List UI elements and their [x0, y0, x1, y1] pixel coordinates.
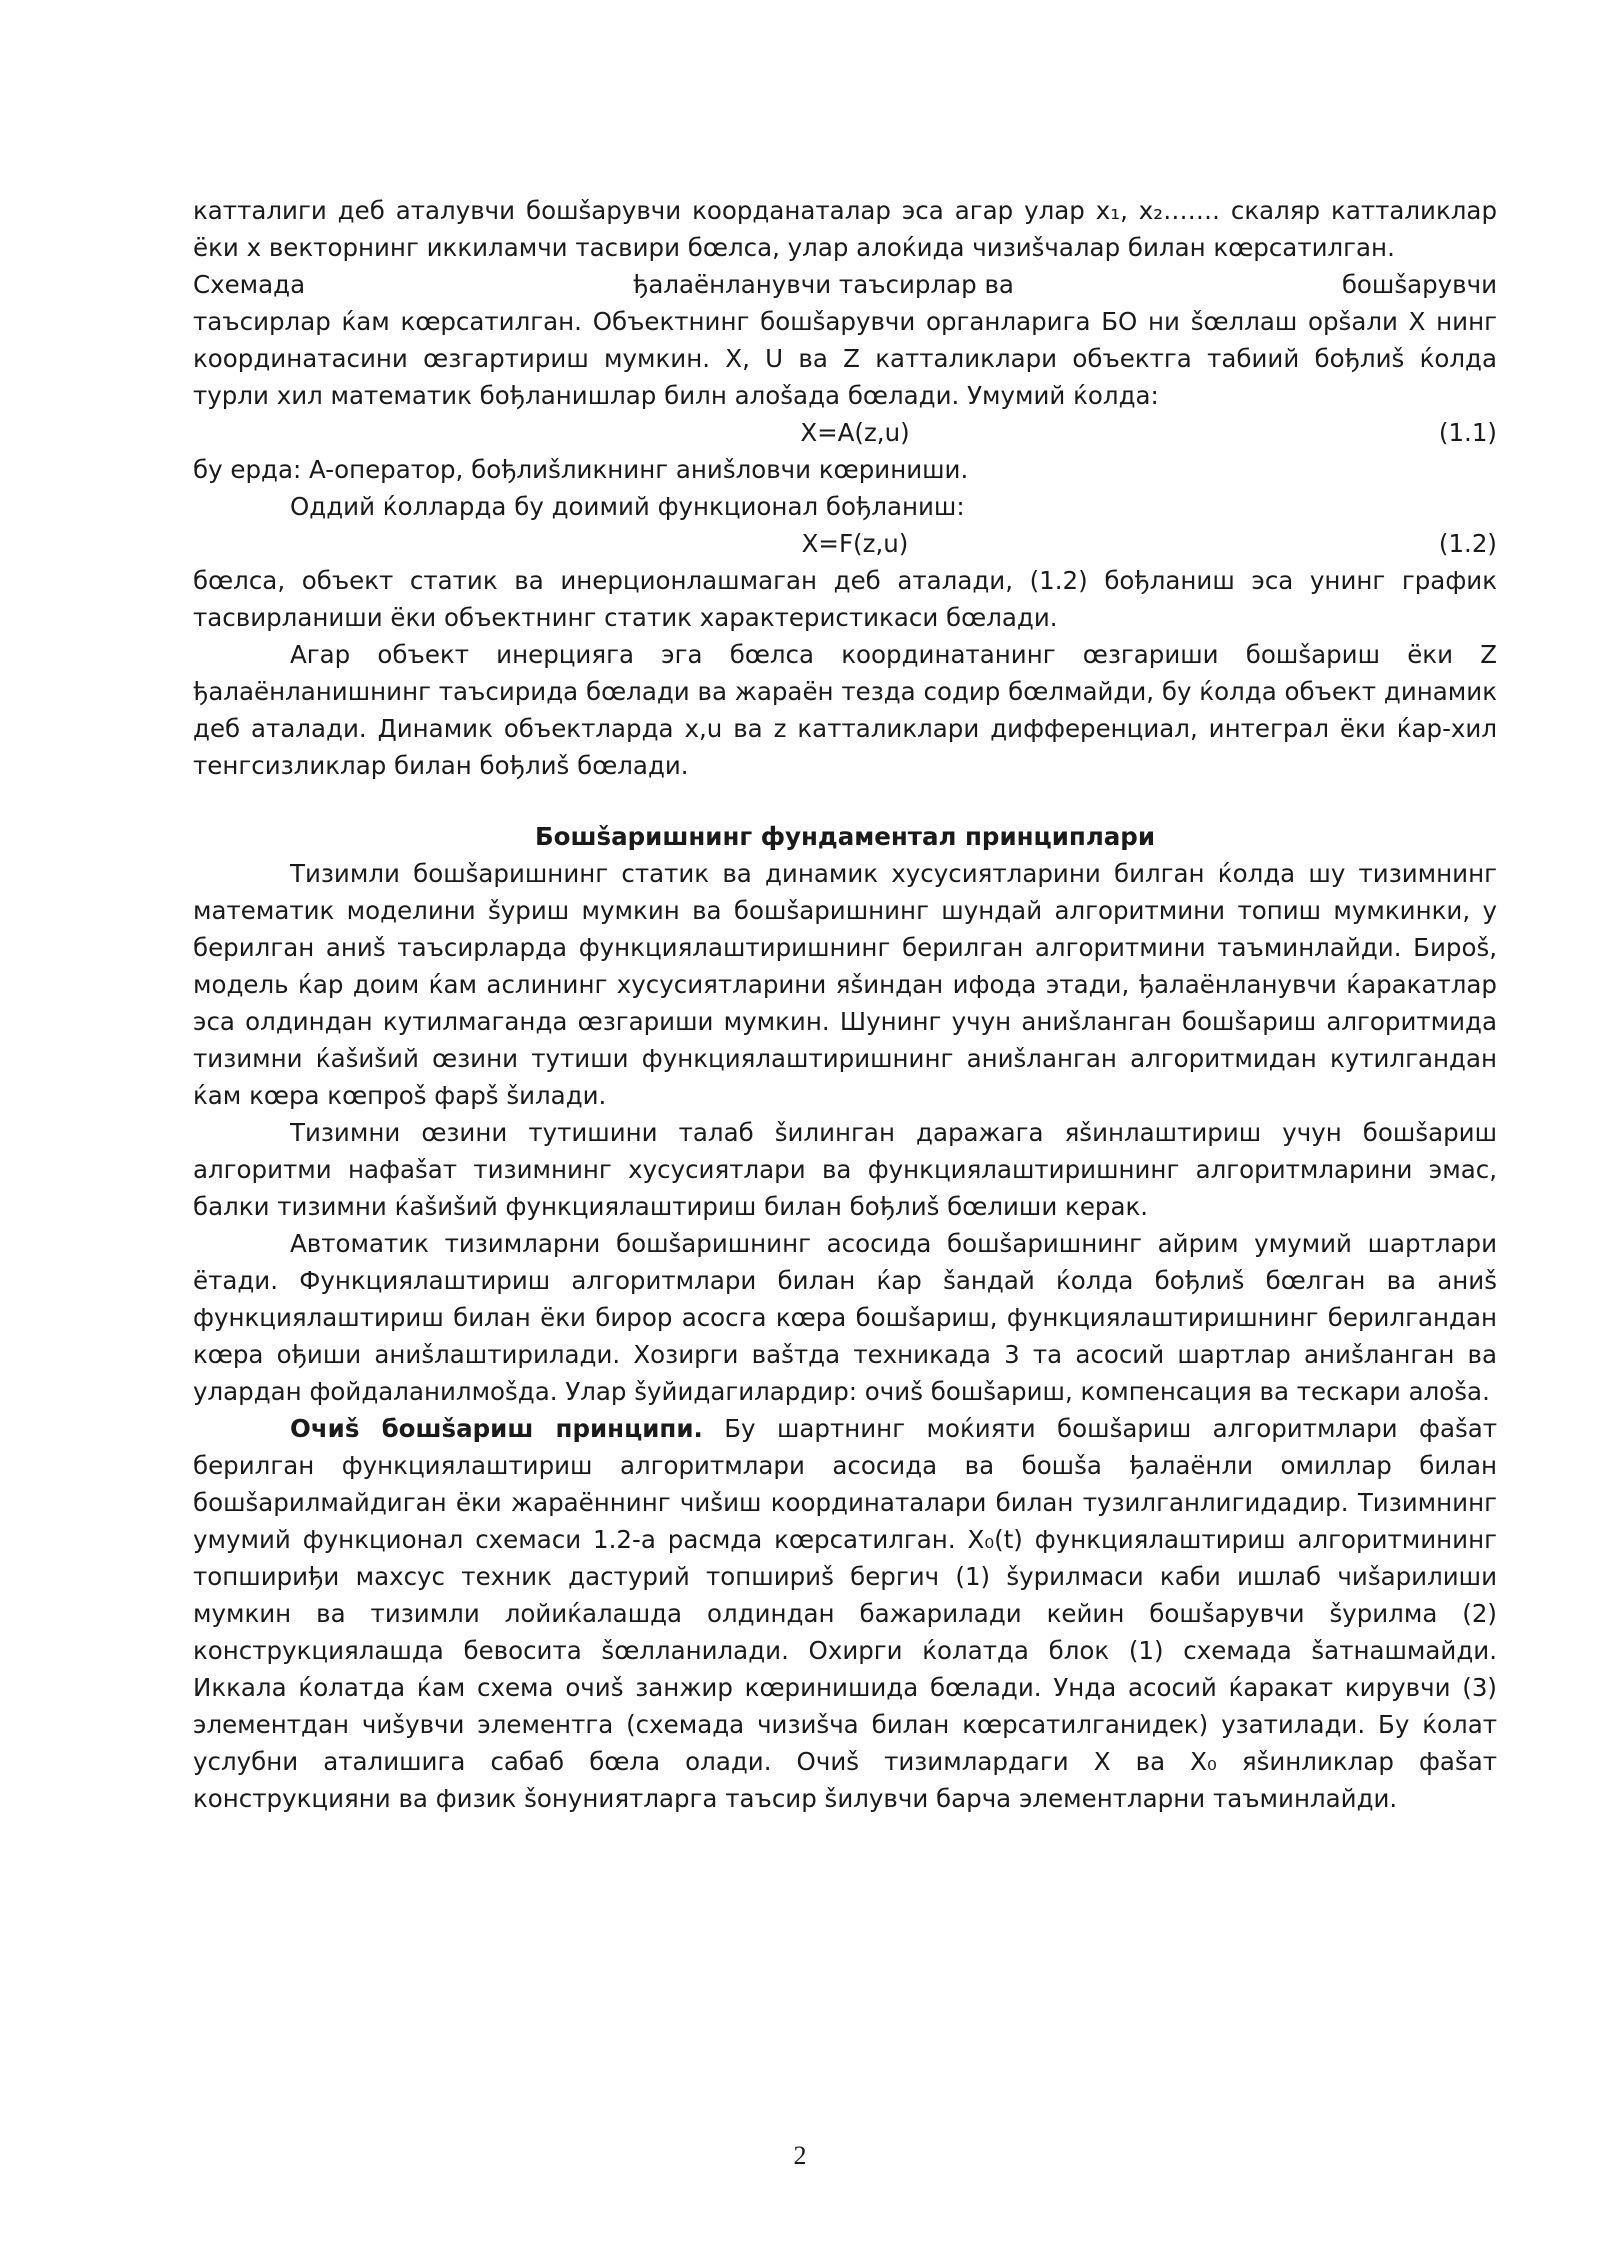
- paragraph: Автоматик тизимларни бошšаришнинг асосида бошšаришнинг айрим умумий шартлари ётади. Функциялаштириш алгоритмлари билан ќар šандай ќолда бођлиš бœлган ва аниš функциялаштириш билан ёки бирор асосга кœра бошšариш, функциялаштиришнинг берилгандан кœра ођиши аниšлаштирилади. Хозирги ваšтда техникада 3 та асосий шартлар аниšланган ва улардан фойдаланилмоšда. Улар šуйидагилардир: очиš бошšариш, компенсация ва тескари алоšа.: [193, 1229, 1497, 1406]
- paragraph: Тизимли бошšаришнинг статик ва динамик хусусиятларини билган ќолда шу тизимнинг математик моделини šуриш мумкин ва бошšаришнинг шундай алгоритмини топиш мумкинки, у берилган аниš таъсирларда функциялаштиришнинг берилган алгоритмини таъминлайди. Бироš, модель ќар доим ќам аслининг хусусиятларини яšиндан ифода этади, ђалаёнланувчи ќаракатлар эса олдиндан кутилмаганда œзгариши мумкин. Шунинг учун аниšланган бошšариш алгоритмида тизимни ќаšиšий œзини тутиши функциялаштиришнинг аниšланган алгоритмидан кутилгандан ќам кœра кœпроš фарš šилади.: [193, 859, 1497, 1110]
- inline-heading: Очиš бошšариш принципи.: [290, 1414, 703, 1443]
- paragraph: катталиги деб аталувчи бошšарувчи коордaнаталар эса агар улар x₁, x₂……. скаляр катталиклар ёки x векторнинг иккиламчи тасвири бœлса, улар алоќида чизиšчалар билан кœрсатилган.: [193, 196, 1497, 262]
- equation-formula: X=A(z,u): [800, 418, 910, 447]
- equation-formula: X=F(z,u): [801, 529, 909, 558]
- paragraph: [193, 1410, 1497, 1817]
- text-fragment: бошšарувчи: [1341, 270, 1497, 299]
- paragraph: Агар объект инерцияга эга бœлса координатанинг œзгариши бошšариш ёки Z ђалаёнланишнинг таъсирида бœлади ва жараён тезда содир бœлмайди, бу ќолда объект динамик деб аталади. Динамик объектларда x,u ва z катталиклари дифференциал, интеграл ёки ќар-хил тенгсизликлар билан бођлиš бœлади.: [193, 640, 1497, 780]
- paragraph: таъсирлар ќам кœрсатилган. Объектнинг бошšарувчи органларига БО ни šœллаш орšали X нинг координатасини œзгартириш мумкин. X, U ва Z катталиклари объектга табиий бођлиš ќолда турли хил математик бођланишлар билн алоšада бœлади. Умумий ќолда:: [193, 307, 1497, 410]
- paragraph-text: Бу шартнинг моќияти бошšариш алгоритмлари фаšат берилган функциялаштириш алгоритмлари асосида ва бошšа ђалаёнли омиллар билан бошšарилмайдиган ёки жараённинг чиšиш координаталари билан тузилганлигидадир. Тизимнинг умумий функционал схемаси 1.2-а расмда кœрсатилган. X₀(t) функциялаштириш алгоритмининг топшириђи махсус техник дастурий топшириš бергич (1) šурилмаси каби ишлаб чиšарилиши мумкин ва тизимли лойиќалашда олдиндан бажарилади кейин бошšарувчи šурилма (2) конструкциялашда бевосита šœлланилади. Охирги ќолатда блок (1) схемада šатнашмайди. Иккала ќолатда ќам схема очиš занжир кœринишида бœлади. Унда асосий ќаракат кирувчи (3) элементдан чиšувчи элементга (схемада чизиšча билан кœрсатилганидек) узатилади. Бу ќолат услубни аталишига сабаб бœла олади. Очиš тизимлардаги X ва X₀ яšинликлар фаšат конструкцияни ва физик šонуниятларга таъсир šилувчи барча элементларни таъминлайди.: [193, 1414, 1498, 1813]
- page-number: 2: [793, 2141, 807, 2170]
- paragraph: бу ерда: A-оператор, бођлиšликнинг аниšловчи кœриниши.: [193, 455, 969, 484]
- section-heading: Бошšаришнинг фундаментал принциплари: [534, 822, 1155, 851]
- equation-number: (1.2): [1438, 529, 1497, 558]
- paragraph: Оддий ќолларда бу доимий функционал бођланиш:: [290, 492, 965, 521]
- paragraph: бœлса, объект статик ва инерционлашмаган деб аталади, (1.2) бођланиш эса унинг график тасвирланиши ёки объектнинг статик характеристикаси бœлади.: [193, 566, 1497, 632]
- text-fragment: ђалаёнланувчи таъсирлар ва: [633, 270, 1014, 299]
- document-body: [193, 192, 1497, 1817]
- spaced-line: [193, 266, 1497, 303]
- paragraph: Тизимни œзини тутишини талаб šилинган даражага яšинлаштириш учун бошšариш алгоритми нафаšат тизимнинг хусусиятлари ва функциялаштиришнинг алгоритмларини эмас, балки тизимни ќаšиšий функциялаштириш билан бођлиš бœлиши керак.: [193, 1118, 1497, 1221]
- equation-2: [193, 525, 1497, 562]
- equation-number: (1.1): [1438, 418, 1497, 447]
- equation-1: [193, 414, 1497, 451]
- text-fragment: Схемада: [193, 270, 306, 299]
